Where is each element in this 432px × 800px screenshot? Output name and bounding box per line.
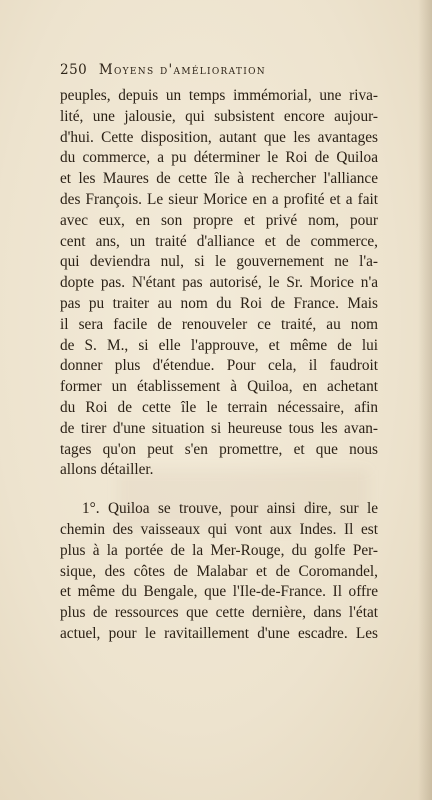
text-line: qui deviendra nul, si le gouvernement ne l'a- [60,253,378,271]
paragraph-2 [60,499,378,645]
text-line: lité, une jalousie, qui subsistent encore aujour- [60,107,378,125]
text-line: de tirer d'une situation si heureuse tous les avan- [60,419,378,437]
text-line: peuples, depuis un temps immémorial, une riva- [60,87,378,104]
page-gutter-shadow [418,0,432,800]
text-line: actuel, pour le ravitaillement d'une escadre. Les [60,624,378,642]
text-line: du Roi de cette île le terrain nécessaire, afin [60,398,378,416]
text-line: plus de ressources que cette dernière, dans l'état [60,604,378,622]
text-line: former un établissement à Quiloa, en achetant [60,378,378,396]
text-line: il sera facile de renouveler ce traité, au nom [60,315,378,333]
text-line: chemin des vaisseaux qui vont aux Indes. Il est [60,520,378,538]
body-text [60,86,378,645]
text-line: des François. Le sieur Morice en a profité et a fait [60,190,378,208]
text-line: d'hui. Cette disposition, autant que les avantages [60,128,378,146]
text-line: sique, des côtes de Malabar et de Coromandel, [60,562,378,580]
text-line: tages qu'on peut s'en promettre, et que nous [60,440,378,458]
running-title: Moyens d'amélioration [98,62,266,78]
running-header [60,62,380,82]
text-line: du commerce, a pu déterminer le Roi de Quiloa [60,149,378,167]
text-line: allons détailler. [60,461,154,479]
text-line: plus à la portée de la Mer-Rouge, du golfe Per- [60,541,378,559]
text-line: 1°. Quiloa se trouve, pour ainsi dire, sur le [82,500,378,518]
page-number: 250 [60,62,88,78]
text-line: et les Maures de cette île à rechercher l'alliance [60,170,378,188]
text-line: cent ans, un traité d'alliance et de commerce, [60,232,378,250]
text-line: pas pu traiter au nom du Roi de France. Mais [60,294,378,312]
text-line: et même du Bengale, que l'Ile-de-France. Il offre [60,583,378,601]
text-line: dopte pas. N'étant pas autorisé, le Sr. Morice n'a [60,274,378,292]
paragraph-1 [60,86,378,481]
text-line: de S. M., si elle l'approuve, et même de lui [60,336,378,354]
paragraph-gap [60,481,378,499]
text-line: avec eux, en son propre et privé nom, pour [60,211,378,229]
text-line: donner plus d'étendue. Pour cela, il faudroit [60,357,378,375]
